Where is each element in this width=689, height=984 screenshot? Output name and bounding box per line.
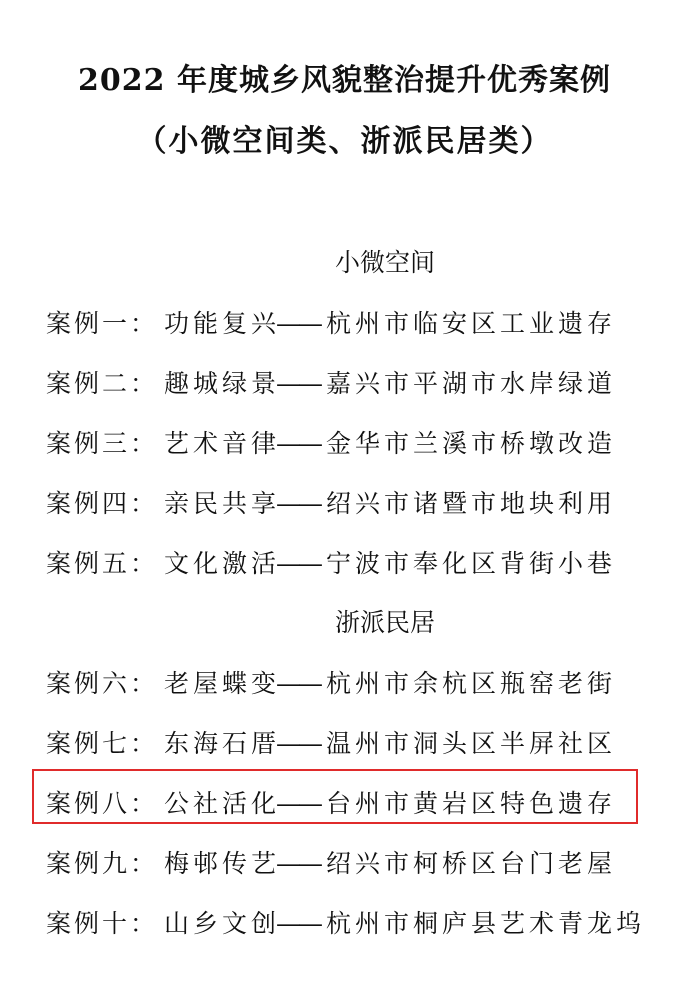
case-label: 案例四： — [46, 489, 159, 518]
case-label: 案例六： — [46, 669, 159, 698]
case-dash: —— — [276, 549, 320, 578]
case-location: 杭州市余杭区瓶窑老街 — [326, 669, 617, 698]
case-dash: —— — [276, 909, 320, 938]
case-theme: 公社活化 — [164, 789, 281, 818]
case-location: 绍兴市诸暨市地块利用 — [326, 489, 617, 518]
case-dash: —— — [276, 729, 320, 758]
case-location: 温州市洞头区半屏社区 — [326, 729, 617, 758]
case-dash: —— — [276, 849, 320, 878]
case-row-4 — [46, 484, 616, 520]
section-heading-zhejiang-dwellings: 浙派民居 — [335, 608, 436, 637]
case-dash: —— — [276, 489, 320, 518]
case-dash: —— — [276, 369, 320, 398]
case-label: 案例五： — [46, 549, 159, 578]
document-subtitle: （小微空间类、浙派民居类） — [136, 124, 553, 159]
case-theme: 老屋蝶变 — [164, 669, 281, 698]
case-theme: 艺术音律 — [164, 429, 281, 458]
case-dash: —— — [276, 429, 320, 458]
case-dash: —— — [276, 669, 320, 698]
case-dash: —— — [276, 309, 320, 338]
case-location: 宁波市奉化区背街小巷 — [326, 549, 617, 578]
case-row-5 — [46, 544, 616, 580]
case-theme: 东海石厝 — [164, 729, 281, 758]
case-row-9 — [46, 844, 616, 880]
section-heading-small-space: 小微空间 — [335, 248, 436, 277]
case-row-7 — [46, 724, 616, 760]
case-row-10 — [46, 904, 645, 940]
case-theme: 趣城绿景 — [164, 369, 281, 398]
case-label: 案例三： — [46, 429, 159, 458]
case-row-2 — [46, 364, 616, 400]
case-row-8-highlighted — [46, 784, 616, 820]
case-dash: —— — [276, 789, 320, 818]
case-label: 案例一： — [46, 309, 159, 338]
case-theme: 文化激活 — [164, 549, 281, 578]
case-location: 绍兴市柯桥区台门老屋 — [326, 849, 617, 878]
case-label: 案例七： — [46, 729, 159, 758]
document-title: 2022 年度城乡风貌整治提升优秀案例 — [78, 63, 611, 98]
case-location: 杭州市临安区工业遗存 — [326, 309, 617, 338]
case-location: 嘉兴市平湖市水岸绿道 — [326, 369, 617, 398]
case-location: 杭州市桐庐县艺术青龙坞 — [326, 909, 646, 938]
case-label: 案例八： — [46, 789, 159, 818]
case-label: 案例二： — [46, 369, 159, 398]
case-location: 金华市兰溪市桥墩改造 — [326, 429, 617, 458]
case-label: 案例十： — [46, 909, 159, 938]
case-theme: 亲民共享 — [164, 489, 281, 518]
case-location: 台州市黄岩区特色遗存 — [326, 789, 617, 818]
case-label: 案例九： — [46, 849, 159, 878]
case-row-1 — [46, 304, 616, 340]
case-row-6 — [46, 664, 616, 700]
case-row-3 — [46, 424, 616, 460]
case-theme: 山乡文创 — [164, 909, 281, 938]
case-theme: 功能复兴 — [164, 309, 281, 338]
case-theme: 梅邨传艺 — [164, 849, 281, 878]
